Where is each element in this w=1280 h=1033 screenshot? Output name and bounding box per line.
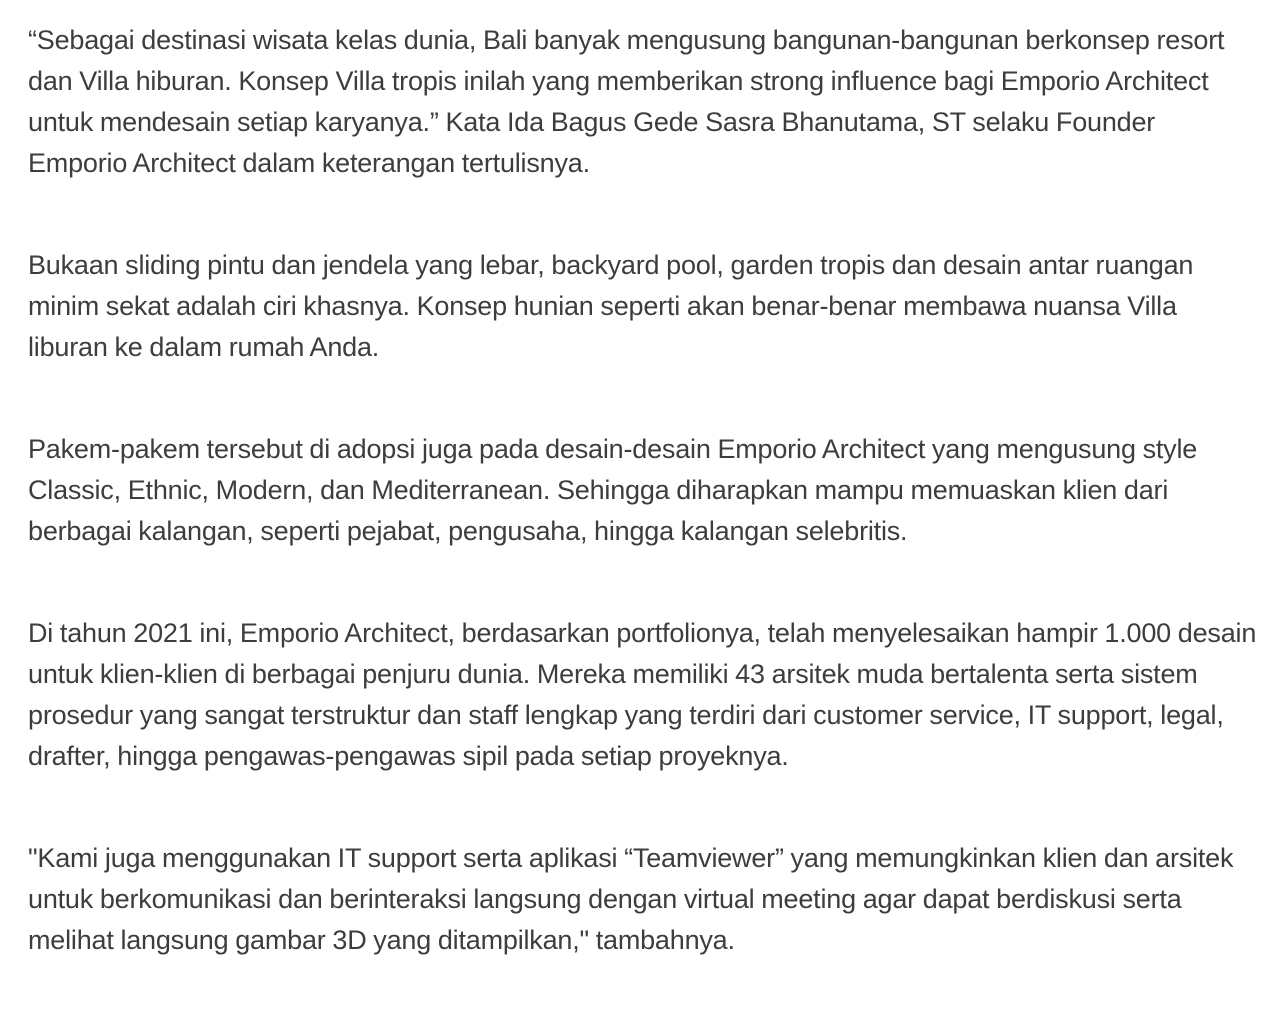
paragraph-portfolio: Di tahun 2021 ini, Emporio Architect, berdasarkan portfolionya, telah menyelesaikan hampir 1.000 desain untuk klien-klien di berbagai penjuru dunia. Mereka memiliki 43 arsitek muda bertalenta serta sistem prosedur yang sangat terstruktur dan staff lengkap yang terdiri dari customer service, IT support, legal, drafter, hingga pengawas-pengawas sipil pada setiap proyeknya. [28,618,1257,771]
paragraph-it-support: "Kami juga menggunakan IT support serta aplikasi “Teamviewer” yang memungkinkan klien dan arsitek untuk berkomunikasi dan berinteraksi langsung dengan virtual meeting agar dapat berdiskusi serta melihat langsung gambar 3D yang ditampilkan," tambahnya. [28,843,1234,955]
paragraph-design-styles: Pakem-pakem tersebut di adopsi juga pada desain-desain Emporio Architect yang mengusung style Classic, Ethnic, Modern, dan Mediterranean. Sehingga diharapkan mampu memuaskan klien dari berbagai kalangan, seperti pejabat, pengusaha, hingga kalangan selebritis. [28,434,1198,546]
article-body [28,20,1260,961]
paragraph-design-features: Bukaan sliding pintu dan jendela yang lebar, backyard pool, garden tropis dan desain antar ruangan minim sekat adalah ciri khasnya. Konsep hunian seperti akan benar-benar membawa nuansa Villa liburan ke dalam rumah Anda. [28,250,1194,362]
paragraph-quote-founder: “Sebagai destinasi wisata kelas dunia, Bali banyak mengusung bangunan-bangunan berkonsep resort dan Villa hiburan. Konsep Villa tropis inilah yang memberikan strong influence bagi Emporio Architect untuk mendesain setiap karyanya.” Kata Ida Bagus Gede Sasra Bhanutama, ST selaku Founder Emporio Architect dalam keterangan tertulisnya. [28,25,1225,178]
